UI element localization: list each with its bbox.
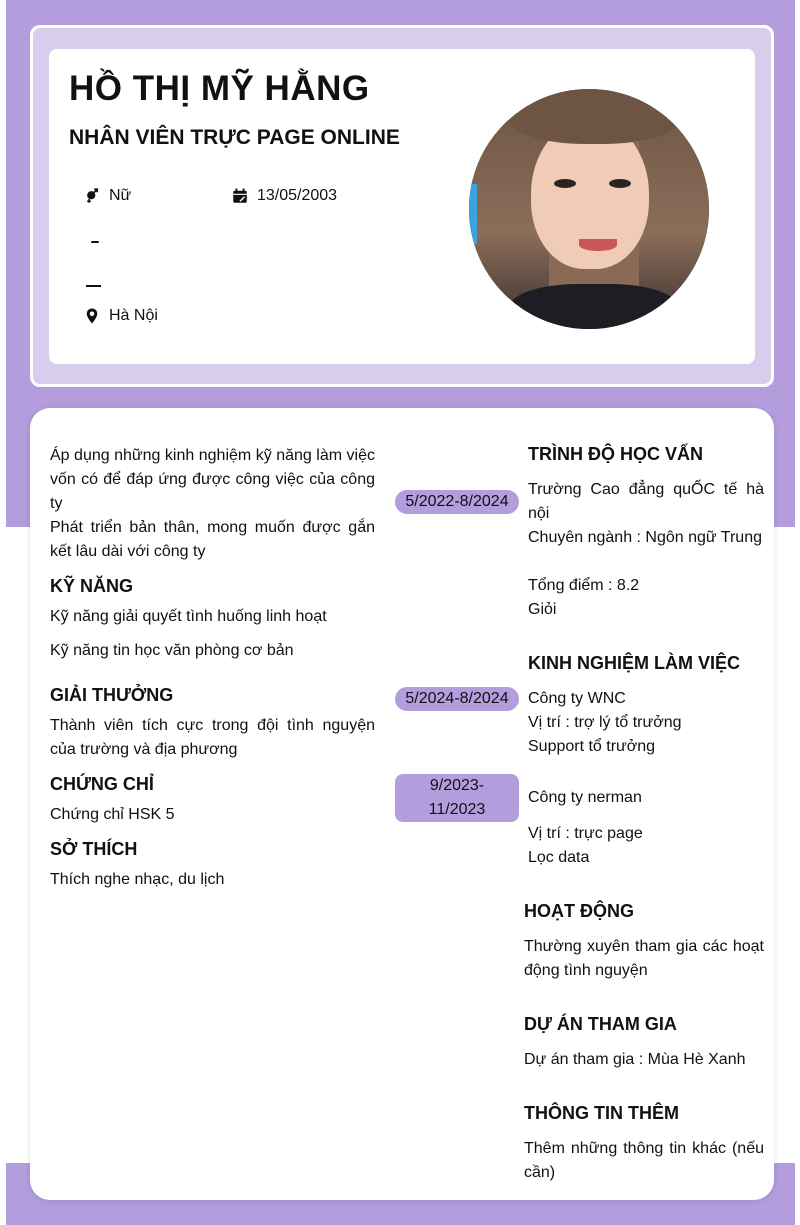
job-task: Lọc data bbox=[528, 849, 590, 866]
profile-photo bbox=[469, 89, 709, 329]
certificates-title: CHỨNG CHỈ bbox=[50, 774, 154, 794]
resume-body-card bbox=[30, 408, 774, 1200]
email-icon bbox=[86, 285, 101, 287]
certificate-item: Chứng chỉ HSK 5 bbox=[50, 806, 175, 823]
education-score: Tổng điểm : 8.2 bbox=[528, 577, 640, 594]
extra-text: Thêm những thông tin khác (nếu cần) bbox=[524, 1140, 764, 1181]
skill-item: Kỹ năng giải quyết tình huống linh hoạt bbox=[50, 608, 327, 625]
experience-title: KINH NGHIỆM LÀM VIỆC bbox=[528, 653, 741, 673]
education-title: TRÌNH ĐỘ HỌC VẤN bbox=[528, 444, 703, 464]
hobby-item: Thích nghe nhạc, du lịch bbox=[50, 871, 225, 888]
activities-title: HOẠT ĐỘNG bbox=[524, 901, 634, 921]
hobbies-title: SỞ THÍCH bbox=[50, 839, 138, 859]
map-pin-icon bbox=[83, 307, 101, 325]
venus-mars-icon bbox=[83, 187, 101, 205]
award-item: Thành viên tích cực trong đội tình nguyện của trường và địa phương bbox=[50, 717, 375, 758]
job-period-badge bbox=[395, 774, 519, 822]
objective-line: Phát triển bản thân, mong muốn được gắn kết lâu dài với công ty bbox=[50, 519, 375, 560]
objective-line: Áp dụng những kinh nghiệm kỹ năng làm việc vốn có để đáp ứng được công việc của công ty bbox=[50, 447, 375, 512]
projects-title: DỰ ÁN THAM GIA bbox=[524, 1014, 677, 1034]
calendar-edit-icon bbox=[231, 187, 249, 205]
job-title: NHÂN VIÊN TRỰC PAGE ONLINE bbox=[69, 126, 400, 149]
location-info bbox=[83, 307, 158, 325]
job-period-start: 9/2023- bbox=[429, 777, 485, 794]
projects-text: Dự án tham gia : Mùa Hè Xanh bbox=[524, 1051, 746, 1068]
awards-title: GIẢI THƯỞNG bbox=[50, 685, 174, 705]
gender-info bbox=[83, 187, 131, 205]
job-period-end: 11/2023 bbox=[428, 801, 486, 818]
extra-title: THÔNG TIN THÊM bbox=[524, 1103, 679, 1123]
job-position: Vị trí : trợ lý tổ trưởng bbox=[528, 714, 682, 731]
left-column bbox=[50, 444, 375, 892]
job-task: Support tổ trưởng bbox=[528, 738, 656, 755]
education-school: Trường Cao đẳng quỐC tế hà nội bbox=[528, 481, 764, 522]
job-period-badge: 5/2024-8/2024 bbox=[395, 687, 519, 711]
dob-info bbox=[231, 187, 337, 205]
education-major: Chuyên ngành : Ngôn ngữ Trung bbox=[528, 529, 762, 546]
phone-icon bbox=[91, 241, 99, 243]
header-inner-card bbox=[49, 49, 755, 364]
education-period-badge: 5/2022-8/2024 bbox=[395, 490, 519, 514]
header-card bbox=[30, 25, 774, 387]
activities-text: Thường xuyên tham gia các hoạt động tình nguyện bbox=[524, 938, 764, 979]
skills-title: KỸ NĂNG bbox=[50, 576, 134, 596]
job-company: Công ty nerman bbox=[528, 789, 642, 806]
education-rank: Giỏi bbox=[528, 601, 557, 618]
skill-item: Kỹ năng tin học văn phòng cơ bản bbox=[50, 642, 294, 659]
gender-value: Nữ bbox=[109, 187, 132, 204]
dob-value: 13/05/2003 bbox=[257, 187, 338, 204]
candidate-name: HỒ THỊ MỸ HẰNG bbox=[69, 69, 370, 108]
job-position: Vị trí : trực page bbox=[528, 825, 643, 842]
job-company: Công ty WNC bbox=[528, 690, 626, 707]
location-value: Hà Nội bbox=[109, 307, 158, 324]
